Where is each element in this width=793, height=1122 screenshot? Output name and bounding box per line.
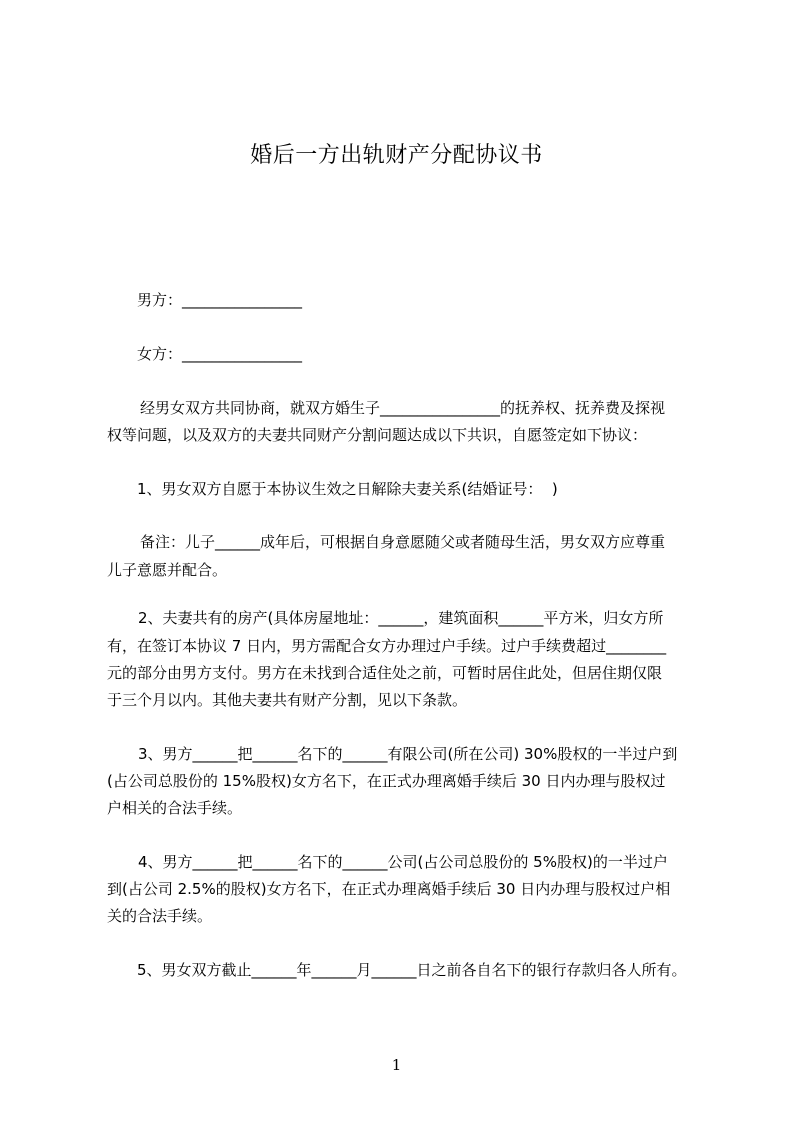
clause-4-line-1: 4、男方______把______名下的______公司(占公司总股份的 5%股权)的一半过户	[138, 853, 668, 871]
remark-line-1: 备注：儿子______成年后，可根据自身意愿随父或者随母生活，男女双方应尊重	[140, 533, 666, 551]
male-party-field: 男方：________________	[137, 291, 303, 309]
clause-3-line-3: 户相关的合法手续。	[107, 799, 243, 817]
remark-line-2: 儿子意愿并配合。	[107, 561, 228, 579]
page-number: 1	[391, 1056, 402, 1074]
clause-2-line-3: 元的部分由男方支付。男方在未找到合适住处之前，可暂时居住此处，但居住期仅限	[107, 664, 663, 682]
clause-3-line-1: 3、男方______把______名下的______有限公司(所在公司) 30%股权的一半过户到	[138, 745, 678, 763]
clause-2-line-2: 有，在签订本协议 7 日内，男方需配合女方办理过户手续。过户手续费超过________	[107, 637, 667, 655]
female-party-field: 女方：________________	[137, 345, 303, 363]
clause-3-line-2: (占公司总股份的 15%股权)女方名下，在正式办理离婚手续后 30 日内办理与股权过	[107, 772, 666, 790]
clause-2-line-4: 于三个月以内。其他夫妻共有财产分割，见以下条款。	[107, 691, 468, 709]
clause-4-line-2: 到(占公司 2.5%的股权)女方名下，在正式办理离婚手续后 30 日内办理与股权过户相	[107, 880, 671, 898]
document-title: 婚后一方出轨财产分配协议书	[250, 143, 543, 168]
clause-5: 5、男女双方截止______年______月______日之前各自名下的银行存款归各人所有。	[137, 961, 687, 979]
clause-1: 1、男女双方自愿于本协议生效之日解除夫妻关系(结婚证号： )	[137, 480, 558, 498]
intro-line-2: 权等问题，以及双方的夫妻共同财产分割问题达成以下共识，自愿签定如下协议：	[107, 426, 648, 444]
intro-line-1: 经男女双方共同协商，就双方婚生子________________的抚养权、抚养费及探视	[140, 399, 666, 417]
clause-2-line-1: 2、夫妻共有的房产(具体房屋地址：______，建筑面积______平方米，归女方所	[138, 609, 664, 627]
clause-4-line-3: 关的合法手续。	[107, 907, 213, 925]
